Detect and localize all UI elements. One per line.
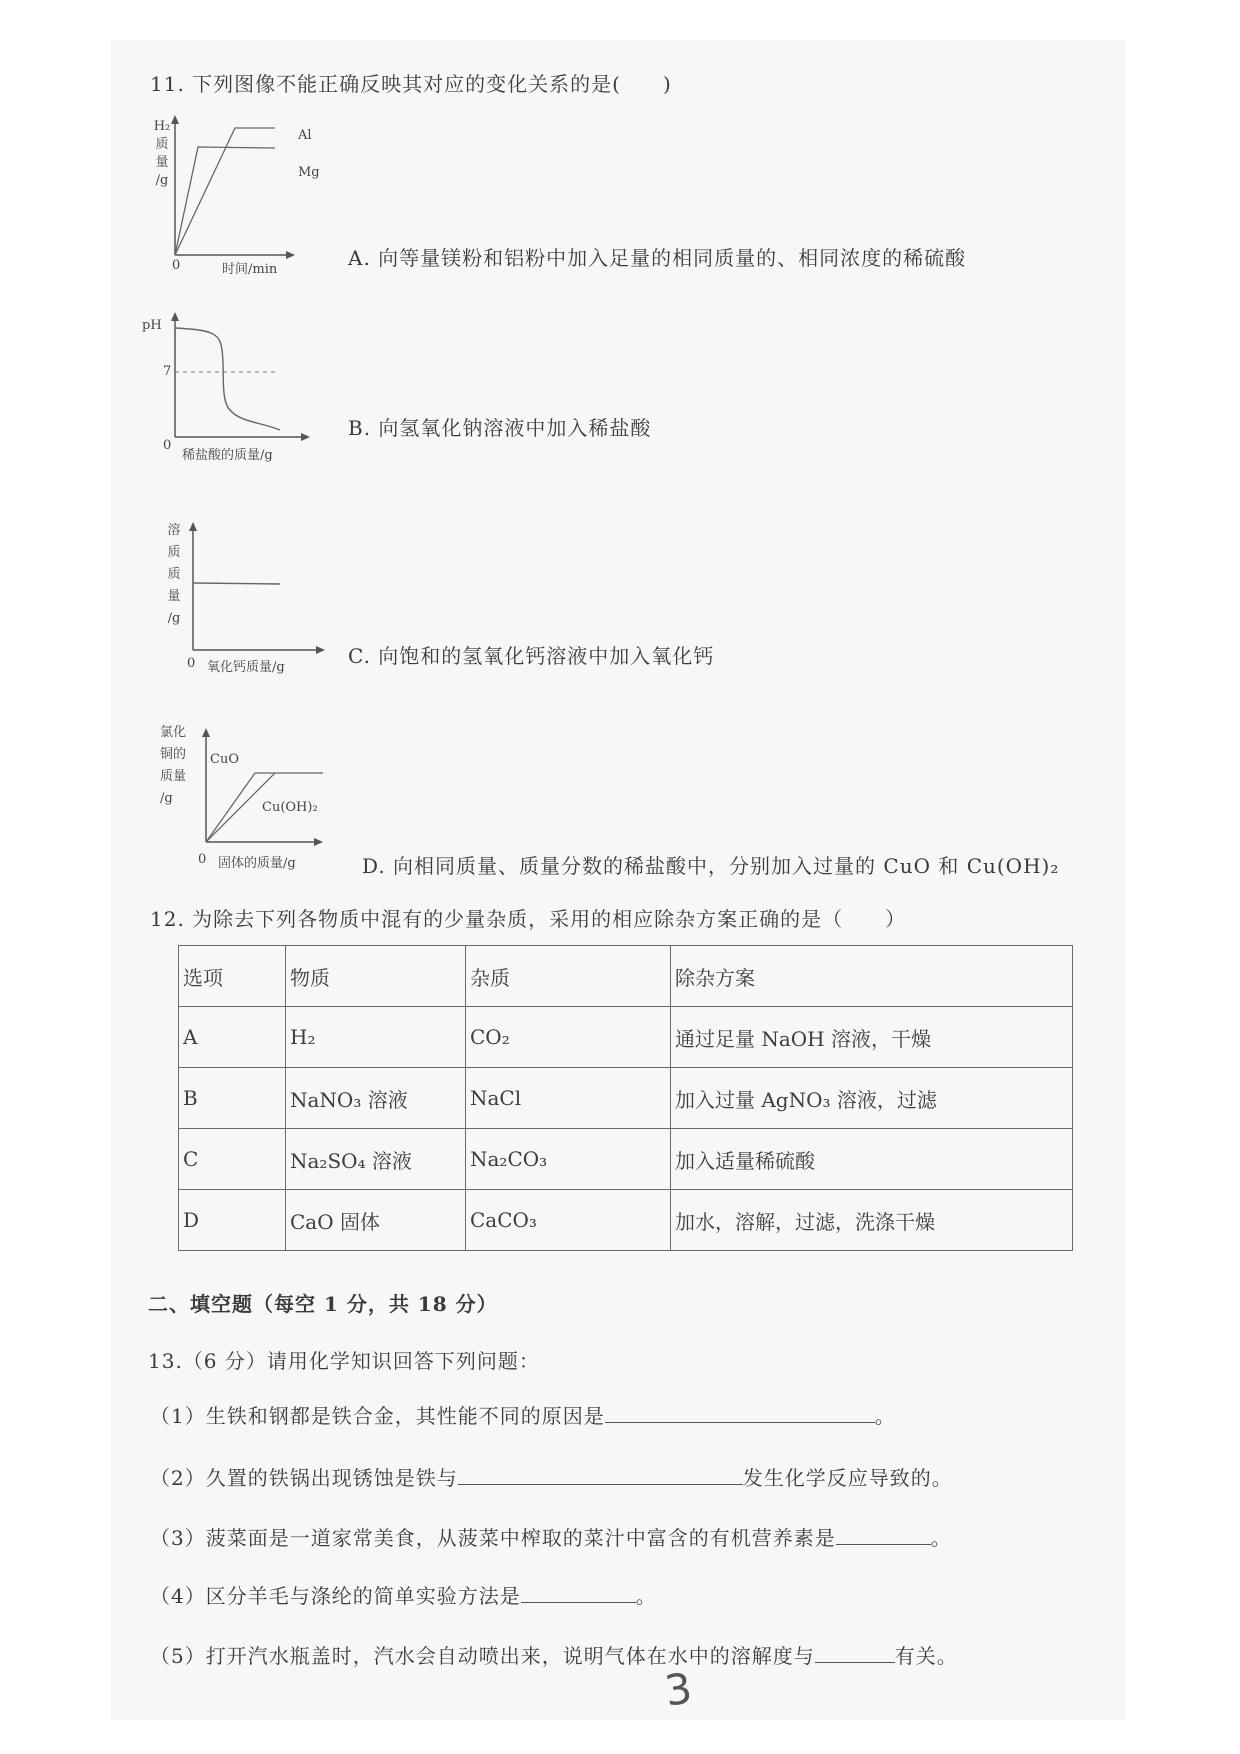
- series-label-mg: Mg: [298, 165, 320, 180]
- q13-item-3: （3）菠菜面是一道家常美食，从菠菜中榨取的菜汁中富含的有机营养素是 。: [150, 1526, 952, 1550]
- question-12-title: 12. 为除去下列各物质中混有的少量杂质，采用的相应除杂方案正确的是（ ）: [150, 907, 907, 931]
- cell-method: 加入适量稀硫酸: [671, 1129, 1073, 1190]
- q13-item-4: （4）区分羊毛与涤纶的简单实验方法是 。: [150, 1584, 657, 1608]
- option-d-text: D. 向相同质量、质量分数的稀盐酸中，分别加入过量的 CuO 和 Cu(OH)₂: [362, 854, 1060, 878]
- graph-d-y-label: 氯化 铜的 质量 /g: [160, 725, 187, 806]
- graph-d-origin: 0: [198, 852, 207, 867]
- graph-b-origin: 0: [163, 438, 172, 453]
- q13-item-5: （5）打开汽水瓶盖时，汽水会自动喷出来，说明气体在水中的溶解度与 有关。: [150, 1644, 958, 1668]
- option-c-text: C. 向饱和的氢氧化钙溶液中加入氧化钙: [348, 644, 715, 668]
- table-header-row: [179, 946, 1073, 1007]
- graph-b-y-label: pH: [142, 318, 162, 333]
- graph-c-x-label: 氧化钙质量/g: [207, 660, 285, 675]
- impurity-removal-table: [178, 945, 1073, 1251]
- answer-blank-1[interactable]: [605, 1402, 875, 1423]
- cell-option: B: [179, 1068, 286, 1129]
- option-a-text: A. 向等量镁粉和铝粉中加入足量的相同质量的、相同浓度的稀硫酸: [348, 246, 967, 270]
- section-2-heading: 二、填空题（每空 1 分，共 18 分）: [148, 1292, 498, 1316]
- table-row: [179, 1190, 1073, 1251]
- graph-d-x-label: 固体的质量/g: [218, 856, 296, 871]
- graph-c-y-label: 溶 质 质 量 /g: [167, 523, 181, 626]
- option-b-text: B. 向氢氧化钠溶液中加入稀盐酸: [348, 416, 652, 440]
- graph-d-plot: [203, 725, 363, 855]
- question-13-title: 13.（6 分）请用化学知识回答下列问题：: [148, 1349, 540, 1373]
- graph-a-x-label: 时间/min: [222, 262, 278, 277]
- graph-b-plot: [170, 310, 330, 450]
- cell-substance: NaNO₃ 溶液: [286, 1068, 466, 1129]
- header-method: 除杂方案: [671, 946, 1073, 1007]
- answer-blank-5[interactable]: [815, 1642, 895, 1663]
- graph-c-plot: [190, 520, 350, 660]
- cell-impurity: CO₂: [466, 1007, 671, 1068]
- table-row: [179, 1007, 1073, 1068]
- cell-substance: Na₂SO₄ 溶液: [286, 1129, 466, 1190]
- cell-impurity: Na₂CO₃: [466, 1129, 671, 1190]
- graph-a-origin: 0: [172, 258, 181, 273]
- series-label-cuoh2: Cu(OH)₂: [262, 800, 318, 815]
- q13-item-1: （1）生铁和钢都是铁合金，其性能不同的原因是 。: [150, 1404, 896, 1428]
- header-substance: 物质: [286, 946, 466, 1007]
- table-row: [179, 1068, 1073, 1129]
- answer-blank-4[interactable]: [521, 1582, 636, 1603]
- graph-b-y-tick-7: 7: [163, 364, 172, 379]
- cell-substance: CaO 固体: [286, 1190, 466, 1251]
- header-impurity: 杂质: [466, 946, 671, 1007]
- answer-blank-3[interactable]: [836, 1524, 931, 1545]
- cell-method: 通过足量 NaOH 溶液，干燥: [671, 1007, 1073, 1068]
- q13-item-2: （2）久置的铁锅出现锈蚀是铁与 发生化学反应导致的。: [150, 1466, 953, 1490]
- series-label-al: Al: [298, 128, 312, 143]
- cell-option: C: [179, 1129, 286, 1190]
- cell-impurity: NaCl: [466, 1068, 671, 1129]
- answer-blank-2[interactable]: [458, 1464, 743, 1485]
- series-label-cuo: CuO: [210, 752, 239, 767]
- question-11-title: 11. 下列图像不能正确反映其对应的变化关系的是( ): [150, 72, 672, 96]
- table-row: [179, 1129, 1073, 1190]
- cell-impurity: CaCO₃: [466, 1190, 671, 1251]
- graph-c-origin: 0: [187, 656, 196, 671]
- cell-option: D: [179, 1190, 286, 1251]
- cell-substance: H₂: [286, 1007, 466, 1068]
- handwritten-page-number: 3: [661, 1663, 696, 1716]
- header-option: 选项: [179, 946, 286, 1007]
- cell-method: 加水，溶解，过滤，洗涤干燥: [671, 1190, 1073, 1251]
- cell-method: 加入过量 AgNO₃ 溶液，过滤: [671, 1068, 1073, 1129]
- cell-option: A: [179, 1007, 286, 1068]
- graph-b-x-label: 稀盐酸的质量/g: [182, 448, 273, 463]
- graph-a-y-label: H₂ 质 量 /g: [153, 119, 171, 188]
